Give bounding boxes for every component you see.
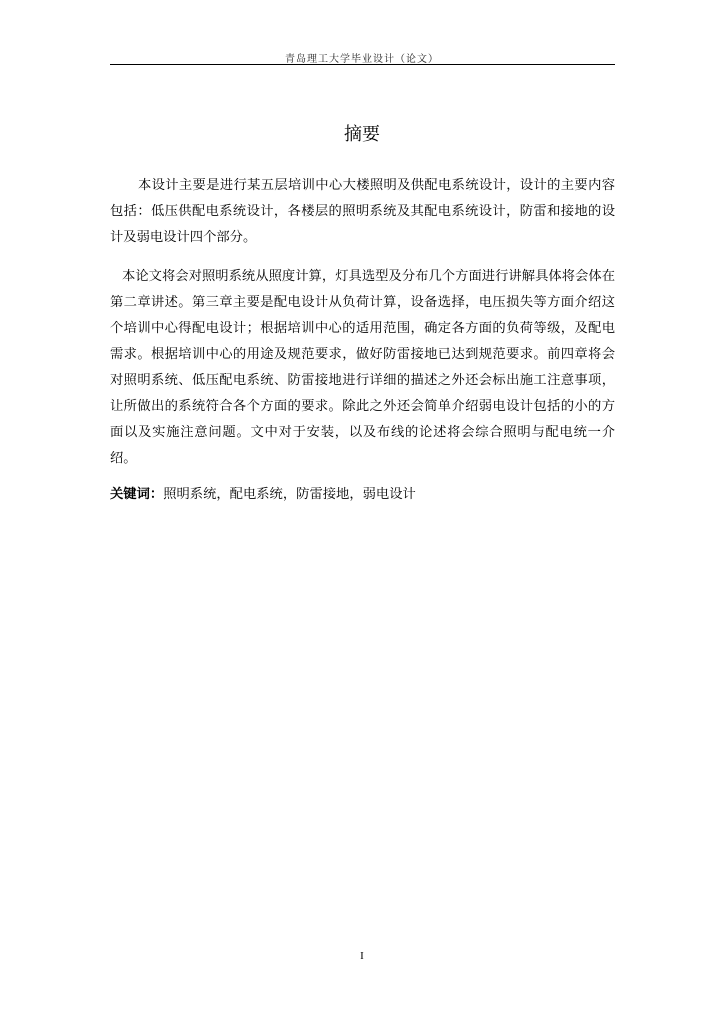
header-rule: [110, 64, 615, 65]
keywords-text: 照明系统，配电系统，防雷接地，弱电设计: [163, 487, 416, 502]
abstract-title: 摘要: [344, 124, 380, 145]
abstract-paragraph-2: 本论文将会对照明系统从照度计算，灯具选型及分布几个方面进行讲解具体将会体在第二章讲述。第三章主要是配电设计从负荷计算，设备选择，电压损失等方面介绍这个培训中心得配电设计；根据培训中心的适用范围，确定各方面的负荷等级，及配电需求。根据培训中心的用途及规范要求，做好防雷接地已达到规范要求。前四章将会对照明系统、低压配电系统、防雷接地进行详细的描述之外还会标出施工注意事项，让所做出的系统符合各个方面的要求。除此之外还会简单介绍弱电设计包括的小的方面以及实施注意问题。文中对于安装，以及布线的论述将会综合照明与配电统一介绍。: [110, 269, 615, 466]
keywords-line: [110, 482, 615, 508]
page-number: I: [360, 950, 364, 962]
running-header: 青岛理工大学毕业设计（论文）: [285, 54, 439, 65]
abstract-paragraph-1: 本设计主要是进行某五层培训中心大楼照明及供配电系统设计，设计的主要内容包括：低压供配电系统设计，各楼层的照明系统及其配电系统设计，防雷和接地的设计及弱电设计四个部分。: [110, 178, 615, 245]
keywords-label: 关键词：: [110, 487, 164, 502]
